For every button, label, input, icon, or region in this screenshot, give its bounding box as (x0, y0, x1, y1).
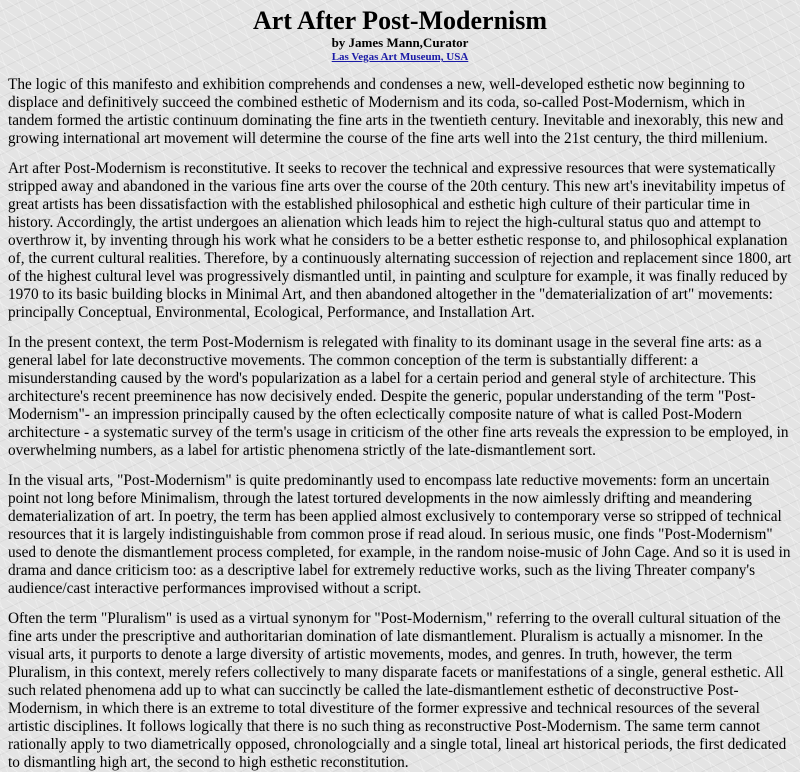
paragraph-visual-arts: In the visual arts, "Post-Modernism" is quite predominantly used to encompass late reductive movements: form an uncertain point not long before Minimalism, through the latest tortured developments in the now aimlessly drifting and meandering dematerialization of art. In poetry, the term has been applied almost exclusively to contemporary verse so stripped of technical resources that it is largely indistinguishable from common prose if read aloud. In serious music, one finds "Post-Modernism" used to denote the dismantlement process completed, for example, in the random noise-music of John Cage. And so it is used in drama and dance criticism too: as a descriptive label for extremely reductive works, such as the living Threater company's audience/cast interactive performances improvised without a script. (8, 472, 791, 597)
page-header (8, 6, 792, 64)
paragraph-present-context: In the present context, the term Post-Modernism is relegated with finality to its dominant usage in the several fine arts: as a general label for late deconstructive movements. The common conception of the term is substantially different: a misunderstanding caused by the word's popularization as a label for a certain period and general style of architecture. This architecture's recent preeminence has now decisively ended. Despite the generic, popular understanding of the term "Post-Modernism"- an impression principally caused by the often eclectically composite nature of what is called Post-Modern architecture - a systematic survey of the term's usage in criticism of the other fine arts reveals the expression to be employed, in overwhelming numbers, as a label for artistic phenomena strictly of the late-dismantlement sort. (8, 334, 789, 459)
affiliation (8, 50, 792, 64)
paragraph-reconstitutive: Art after Post-Modernism is reconstitutive. It seeks to recover the technical and expressive resources that were systematically stripped away and abandoned in the various fine arts over the course of the 20th century. This new art's inevitability impetus of great artists has been dissatisfaction with the established philosophical and esthetic high culture of their particular time in history. Accordingly, the artist undergoes an alienation which leads him to reject the high-cultural status quo and attempt to overthrow it, by inventing through his work what he considers to be a better esthetic response to, and philosophical explanation of, the current cultural realities. Therefore, by a continuously alternating succession of rejection and replacement since 1800, art of the highest cultural level was progressively dismantled until, in painting and sculpture for example, it was finally reduced by 1970 to its basic building blocks in Minimal Art, and then abandoned altogether in the "dematerialization of art" movements: principally Conceptual, Environmental, Ecological, Performance, and Installation Art. (8, 160, 792, 321)
paragraph-pluralism: Often the term "Pluralism" is used as a virtual synonym for "Post-Modernism," referring to the overall cultural situation of the fine arts under the prescriptive and authoritarian domination of late dismantlement. Pluralism is actually a misnomer. In the visual arts, it purports to denote a large diversity of artistic movements, modes, and genres. In truth, however, the term Pluralism, in this context, merely refers collectively to many disparate facets or manifestations of a single, general esthetic. All such related phenomena add up to what can succinctly be called the late-dismantlement esthetic of deconstructive Post-Modernism, in which there is an extreme to total divestiture of the former expressive and technical resources of the several artistic disciplines. It follows logically that there is no such thing as reconstructive Post-Modernism. The same term cannot rationally apply to two diametrically opposed, chronologcially and a single total, lineal art historical periods, the first dedicated to dismantling high art, the second to high esthetic reconstitution. (8, 610, 787, 771)
paragraph-intro: The logic of this manifesto and exhibition comprehends and condenses a new, well-developed esthetic now beginning to displace and definitively succeed the combined esthetic of Modernism and its coda, so-called Post-Modernism, which in tandem formed the artistic continuum dominating the fine arts in the twentieth century. Inevitable and inexorably, this new and growing international art movement will determine the course of the fine arts well into the 21st century, the third millenium. (8, 76, 784, 147)
page-title: Art After Post-Modernism (252, 6, 548, 35)
museum-link[interactable]: Las Vegas Art Museum, USA (331, 51, 469, 63)
article-body (8, 76, 792, 772)
author-byline: by James Mann,Curator (331, 35, 469, 50)
